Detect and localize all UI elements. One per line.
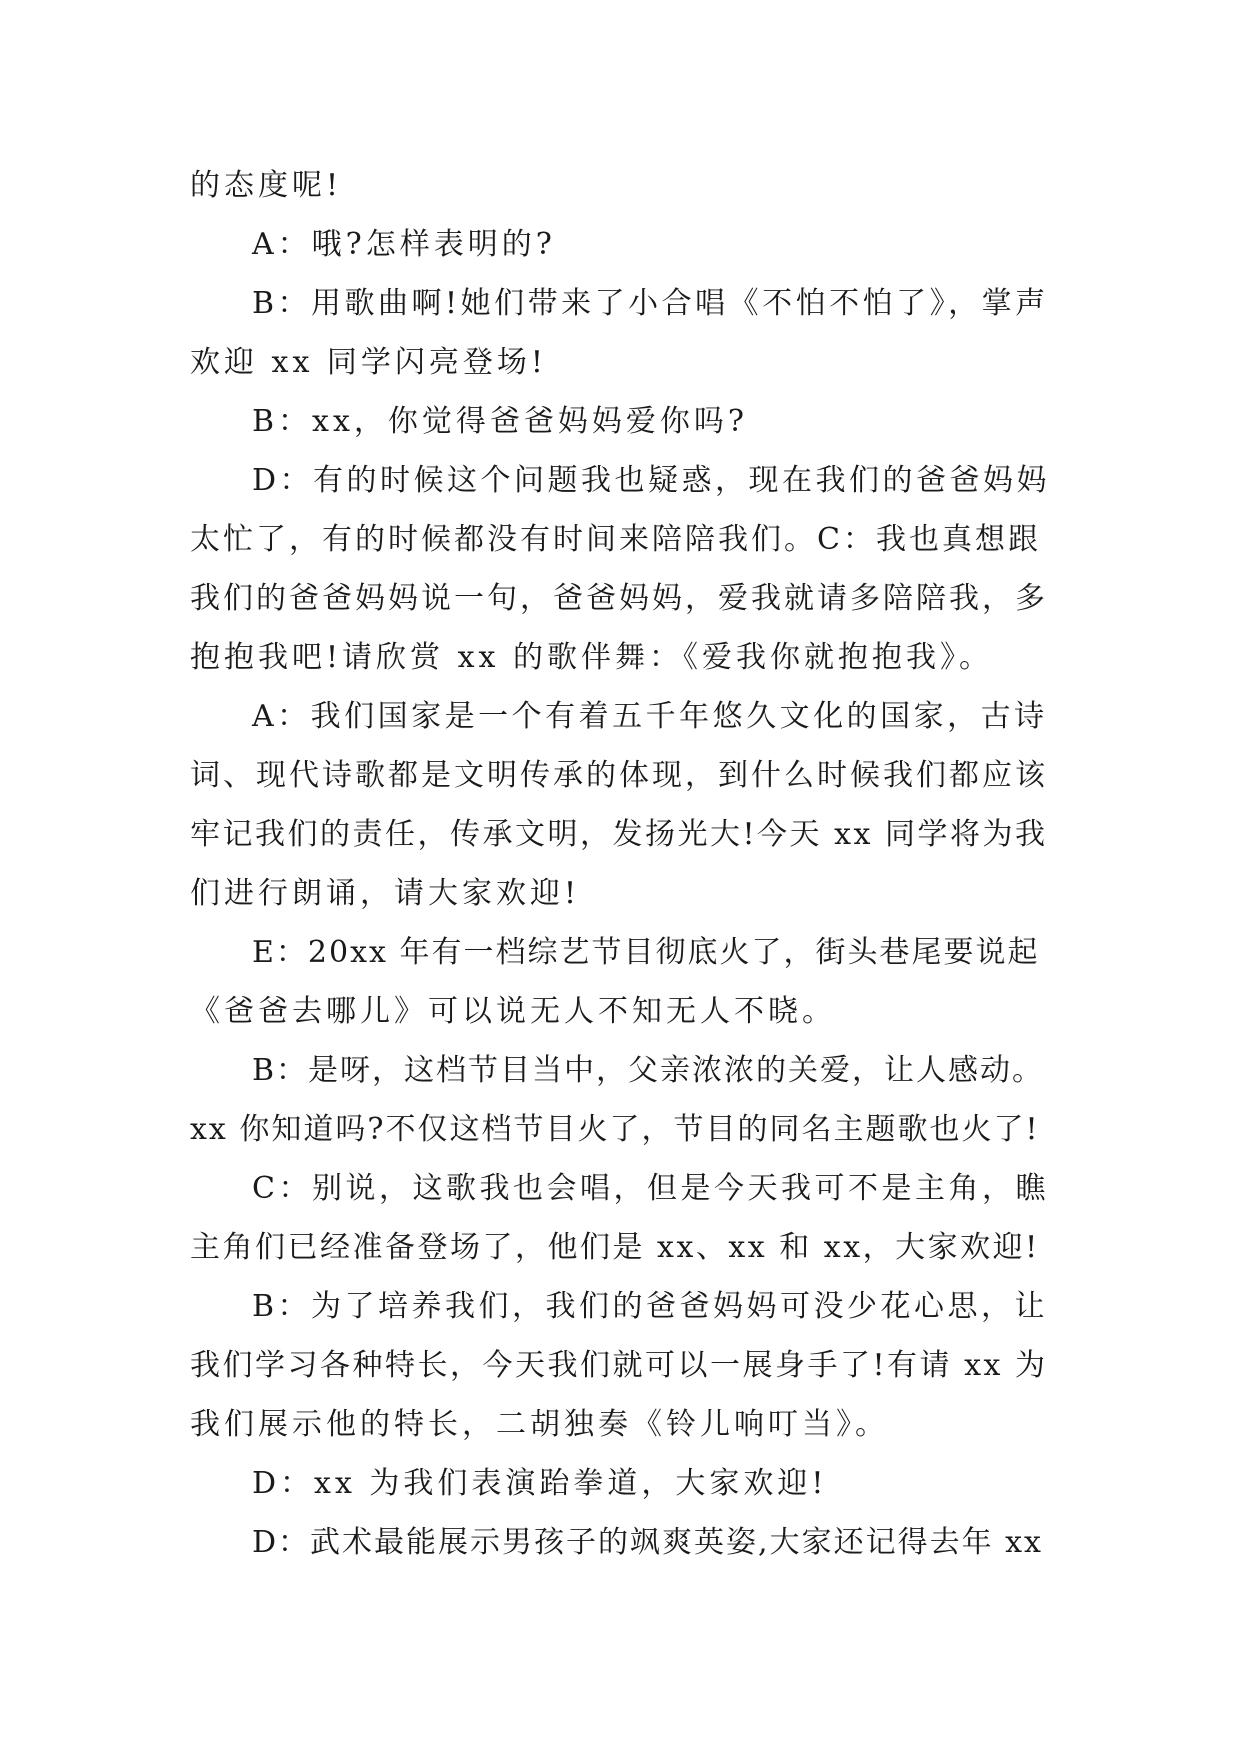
text-line: B：用歌曲啊!她们带来了小合唱《不怕不怕了》，掌声 xyxy=(252,286,1049,321)
text-line: 牢记我们的责任，传承文明，发扬光大!今天 xx 同学将为我 xyxy=(190,817,1048,852)
text-line: 《爸爸去哪儿》可以说无人不知无人不晓。 xyxy=(190,994,836,1029)
text-line: E：20xx 年有一档综艺节目彻底火了，街头巷尾要说起 xyxy=(252,935,1040,970)
text-line: A：哦?怎样表明的? xyxy=(252,227,556,262)
text-line: B：是呀，这档节目当中，父亲浓浓的关爱，让人感动。 xyxy=(252,1053,1045,1088)
text-line: 词、现代诗歌都是文明传承的体现，到什么时候我们都应该 xyxy=(190,758,1048,793)
text-line: C：别说，这歌我也会唱，但是今天我可不是主角，瞧 xyxy=(252,1171,1049,1206)
text-line: 的态度呢! xyxy=(190,168,343,203)
text-line: D：武术最能展示男孩子的飒爽英姿,大家还记得去年 xx xyxy=(252,1525,1043,1560)
document-body xyxy=(190,156,1050,1572)
text-line: B：xx，你觉得爸爸妈妈爱你吗? xyxy=(252,404,748,439)
text-line: 主角们已经准备登场了，他们是 xx、xx 和 xx，大家欢迎! xyxy=(190,1230,1040,1265)
text-line: 们进行朗诵，请大家欢迎! xyxy=(190,876,581,911)
text-line: 我们学习各种特长，今天我们就可以一展身手了!有请 xx 为 xyxy=(190,1348,1048,1383)
text-line: A：我们国家是一个有着五千年悠久文化的国家，古诗 xyxy=(252,699,1048,734)
text-line: 我们的爸爸妈妈说一句，爸爸妈妈，爱我就请多陪陪我，多 xyxy=(190,581,1048,616)
text-line: 我们展示他的特长，二胡独奏《铃儿响叮当》。 xyxy=(190,1407,889,1442)
text-line: D：有的时候这个问题我也疑惑，现在我们的爸爸妈妈 xyxy=(252,463,1051,498)
text-line: 欢迎 xx 同学闪亮登场! xyxy=(190,345,547,380)
text-line: 太忙了，有的时候都没有时间来陪陪我们。C：我也真想跟 xyxy=(190,522,1041,557)
text-line: 抱抱我吧!请欣赏 xx 的歌伴舞：《爱我你就抱抱我》。 xyxy=(190,640,993,675)
text-line: D：xx 为我们表演跆拳道，大家欢迎! xyxy=(252,1466,828,1501)
text-line: B：为了培养我们，我们的爸爸妈妈可没少花心思，让 xyxy=(252,1289,1049,1324)
text-line: xx 你知道吗?不仅这档节目火了，节目的同名主题歌也火了! xyxy=(190,1112,1040,1147)
